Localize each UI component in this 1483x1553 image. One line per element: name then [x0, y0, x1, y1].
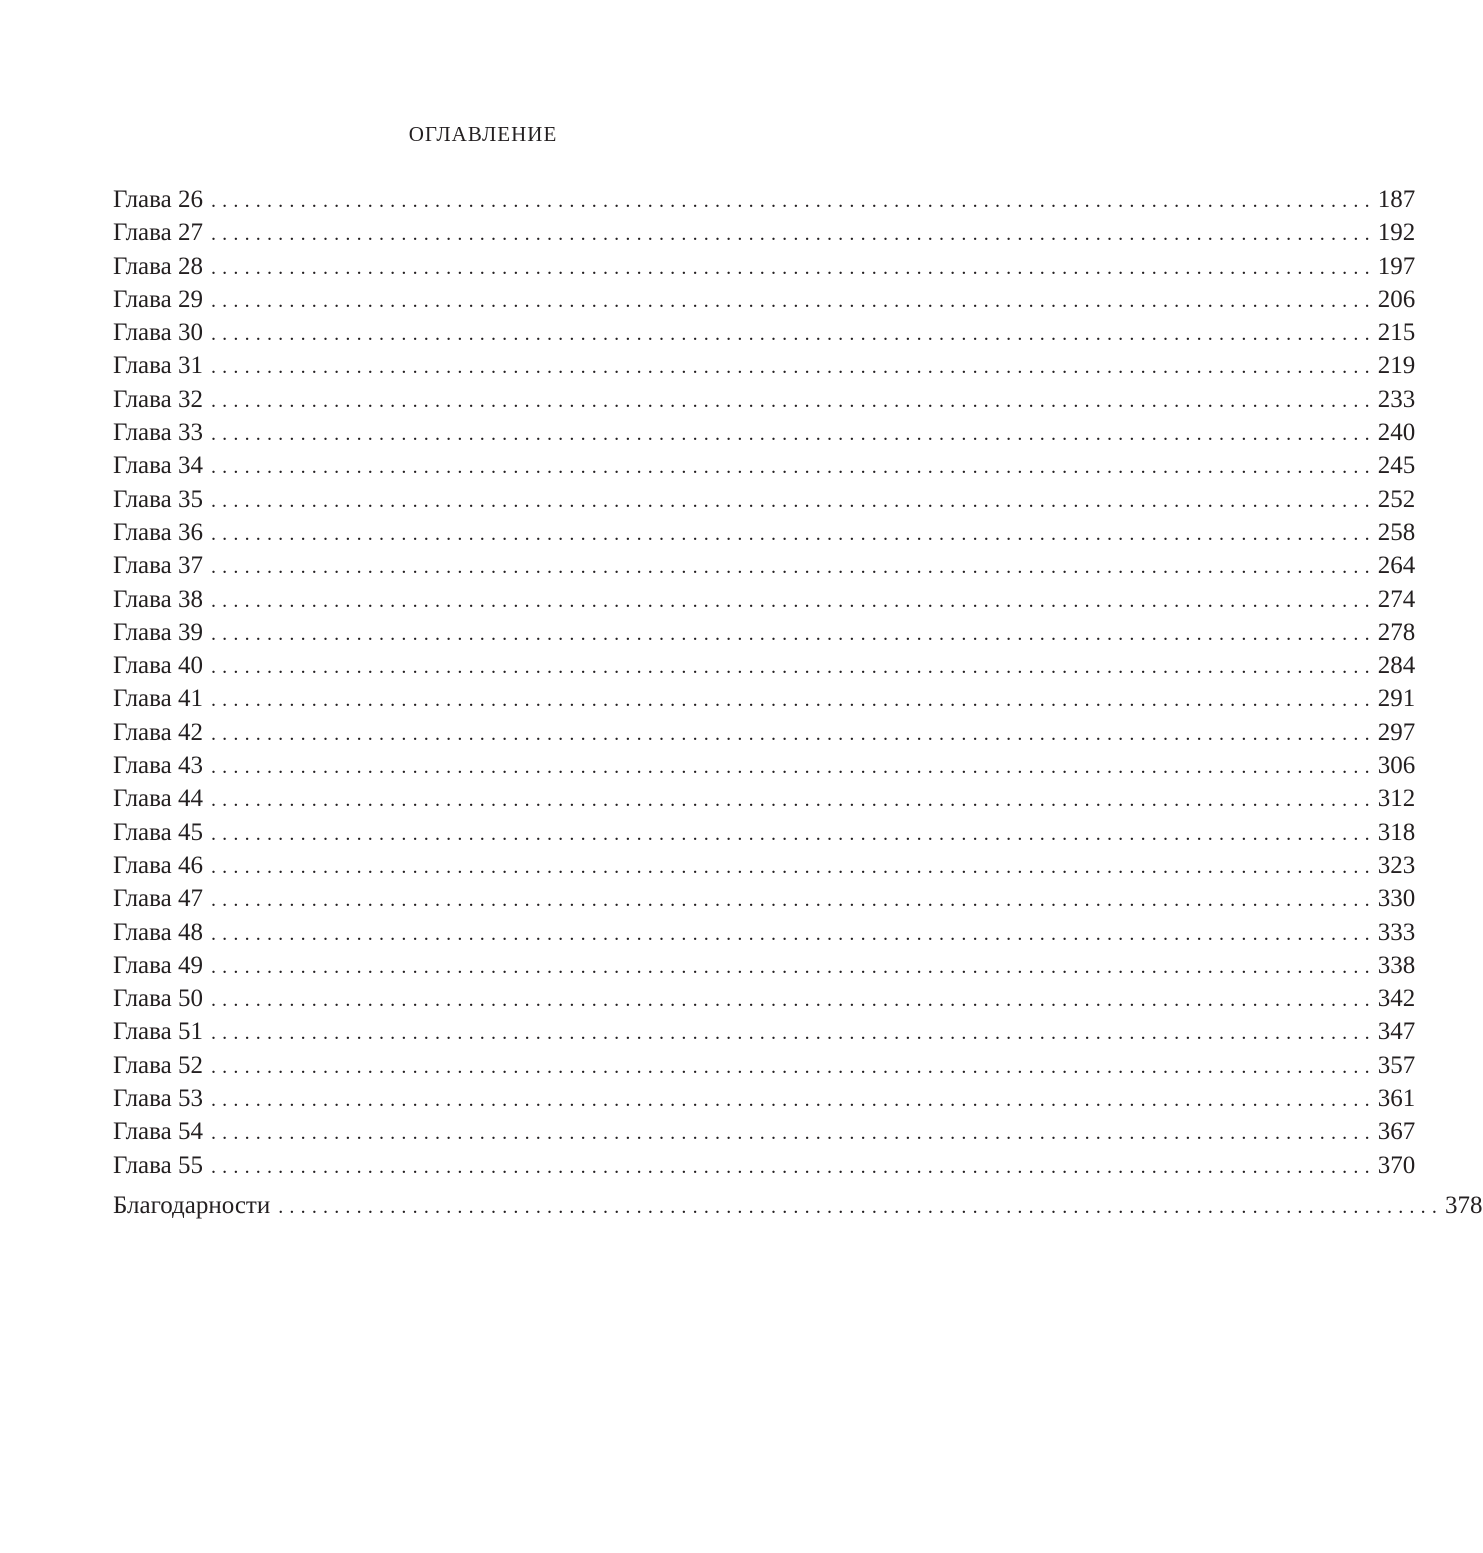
toc-entry-title: Глава 40 [113, 652, 203, 680]
toc-dot-leader: ........................................................................................................ [210, 489, 1376, 512]
toc-entry-title: Глава 38 [113, 585, 203, 613]
toc-entry [113, 882, 1416, 915]
toc-entry-page-number: 367 [1377, 1118, 1416, 1146]
toc-entry-page-number: 357 [1377, 1051, 1416, 1079]
toc-entry [113, 283, 1416, 316]
toc-entry-page-number: 338 [1377, 951, 1416, 979]
toc-dot-leader: ........................................................................................................ [210, 323, 1376, 346]
toc-entry-title: Глава 35 [113, 485, 203, 513]
toc-entry [113, 949, 1416, 982]
toc-dot-leader: ........................................................................................................ [210, 1122, 1376, 1145]
toc-entry-title: Благодарности [113, 1191, 271, 1219]
toc-entry [113, 816, 1416, 849]
toc-entry-page-number: 361 [1377, 1085, 1416, 1113]
toc-entry-title: Глава 32 [113, 385, 203, 413]
toc-entry [113, 1189, 1483, 1222]
toc-entry-title: Глава 43 [113, 752, 203, 780]
toc-entry [113, 782, 1416, 815]
toc-entry [113, 416, 1416, 449]
toc-entry-title: Глава 55 [113, 1151, 203, 1179]
toc-dot-leader: ........................................................................................................ [210, 756, 1376, 779]
toc-dot-leader: ........................................................................................................ [210, 1022, 1376, 1045]
toc-entry-title: Глава 51 [113, 1018, 203, 1046]
toc-entry-title: Глава 44 [113, 785, 203, 813]
toc-entry [113, 316, 1416, 349]
toc-entry-page-number: 323 [1377, 851, 1416, 879]
toc-entry [113, 483, 1416, 516]
toc-entry-title: Глава 46 [113, 851, 203, 879]
toc-entry-page-number: 245 [1377, 452, 1416, 480]
toc-entry-page-number: 333 [1377, 918, 1416, 946]
toc-entry [113, 449, 1416, 482]
toc-entry [113, 1115, 1416, 1148]
toc-entry-page-number: 306 [1377, 752, 1416, 780]
toc-dot-leader: ........................................................................................................ [210, 1055, 1376, 1078]
toc-dot-leader: ........................................................................................................ [210, 789, 1376, 812]
toc-entry [113, 682, 1416, 715]
toc-entry-page-number: 274 [1377, 585, 1416, 613]
toc-entry-title: Глава 45 [113, 818, 203, 846]
toc-dot-leader: ........................................................................................................ [210, 556, 1376, 579]
toc-entry [113, 716, 1416, 749]
toc-entry-page-number: 197 [1377, 252, 1416, 280]
toc-entry-title: Глава 42 [113, 718, 203, 746]
toc-entry [113, 749, 1416, 782]
toc-entry-title: Глава 54 [113, 1118, 203, 1146]
toc-dot-leader: ........................................................................................................ [210, 889, 1376, 912]
toc-dot-leader: ........................................................................................................ [210, 256, 1376, 279]
toc-entry [113, 1149, 1416, 1182]
toc-dot-leader: ........................................................................................................ [210, 589, 1376, 612]
toc-entry-page-number: 206 [1377, 285, 1416, 313]
toc-entry [113, 616, 1416, 649]
toc-entry-title: Глава 26 [113, 186, 203, 213]
toc-dot-leader: ........................................................................................................ [210, 389, 1376, 412]
toc-list [113, 183, 1483, 1222]
toc-dot-leader: ........................................................................................................ [210, 622, 1376, 645]
toc-entry-title: Глава 49 [113, 951, 203, 979]
toc-entry [113, 583, 1416, 616]
toc-entry-page-number: 370 [1377, 1151, 1416, 1179]
toc-dot-leader: ........................................................................................................ [210, 855, 1376, 878]
toc-dot-leader: ........................................................................................................ [210, 1089, 1376, 1112]
toc-entry-page-number: 219 [1377, 352, 1416, 380]
toc-dot-leader: ........................................................................................................ [210, 423, 1376, 446]
toc-entry-page-number: 312 [1377, 785, 1416, 813]
toc-entry-page-number: 297 [1377, 718, 1416, 746]
toc-entry-page-number: 187 [1377, 186, 1416, 213]
toc-entry-title: Глава 28 [113, 252, 203, 280]
toc-entry-title: Глава 47 [113, 885, 203, 913]
toc-entry-title: Глава 39 [113, 618, 203, 646]
toc-entry-page-number: 258 [1377, 518, 1416, 546]
toc-entry-title: Глава 52 [113, 1051, 203, 1079]
toc-entry-page-number: 284 [1377, 652, 1416, 680]
toc-dot-leader: ........................................................................................................ [210, 822, 1376, 845]
toc-entry [113, 250, 1416, 283]
toc-entry-title: Глава 27 [113, 219, 203, 247]
toc-entry-page-number: 378 [1445, 1191, 1483, 1219]
toc-dot-leader: ........................................................................................................ [210, 722, 1376, 745]
toc-entry-title: Глава 48 [113, 918, 203, 946]
toc-entry-page-number: 215 [1377, 319, 1416, 347]
toc-entry [113, 383, 1416, 416]
toc-entry [113, 216, 1416, 249]
toc-dot-leader: ........................................................................................................ [278, 1195, 1444, 1218]
toc-entry-title: Глава 33 [113, 419, 203, 447]
toc-entry-page-number: 252 [1377, 485, 1416, 513]
toc-entry [113, 349, 1416, 382]
toc-dot-leader: ........................................................................................................ [210, 1155, 1376, 1178]
toc-entry-page-number: 347 [1377, 1018, 1416, 1046]
toc-entry [113, 516, 1416, 549]
toc-entry [113, 1049, 1416, 1082]
toc-entry-title: Глава 50 [113, 985, 203, 1013]
toc-entry-page-number: 342 [1377, 985, 1416, 1013]
toc-dot-leader: ........................................................................................................ [210, 922, 1376, 945]
toc-entry-page-number: 318 [1377, 818, 1416, 846]
toc-entry-title: Глава 36 [113, 518, 203, 546]
toc-entry [113, 916, 1416, 949]
toc-entry-page-number: 240 [1377, 419, 1416, 447]
toc-entry-page-number: 192 [1377, 219, 1416, 247]
toc-entry-page-number: 278 [1377, 618, 1416, 646]
toc-entry-title: Глава 41 [113, 685, 203, 713]
toc-dot-leader: ........................................................................................................ [210, 356, 1376, 379]
toc-dot-leader: ........................................................................................................ [210, 456, 1376, 479]
toc-entry [113, 1015, 1416, 1048]
toc-dot-leader: ........................................................................................................ [210, 989, 1376, 1012]
toc-dot-leader: ........................................................................................................ [210, 689, 1376, 712]
toc-dot-leader: ........................................................................................................ [210, 223, 1376, 246]
toc-entry-title: Глава 34 [113, 452, 203, 480]
toc-dot-leader: ........................................................................................................ [210, 289, 1376, 312]
toc-entry [113, 849, 1416, 882]
toc-entry-title: Глава 29 [113, 285, 203, 313]
toc-entry-page-number: 330 [1377, 885, 1416, 913]
toc-dot-leader: ........................................................................................................ [210, 190, 1376, 212]
toc-dot-leader: ........................................................................................................ [210, 522, 1376, 545]
toc-entry [113, 649, 1416, 682]
toc-heading: ОГЛАВЛЕНИЕ [408, 122, 558, 146]
toc-entry [113, 982, 1416, 1015]
toc-entry-title: Глава 37 [113, 552, 203, 580]
toc-entry-title: Глава 53 [113, 1085, 203, 1113]
toc-entry [113, 1082, 1416, 1115]
toc-entry-title: Глава 30 [113, 319, 203, 347]
toc-entry-page-number: 233 [1377, 385, 1416, 413]
toc-dot-leader: ........................................................................................................ [210, 955, 1376, 978]
toc-entry-title: Глава 31 [113, 352, 203, 380]
toc-dot-leader: ........................................................................................................ [210, 656, 1376, 679]
toc-entry [113, 549, 1416, 582]
toc-entry [113, 183, 1416, 216]
toc-entry-page-number: 264 [1377, 552, 1416, 580]
toc-entry-page-number: 291 [1377, 685, 1416, 713]
